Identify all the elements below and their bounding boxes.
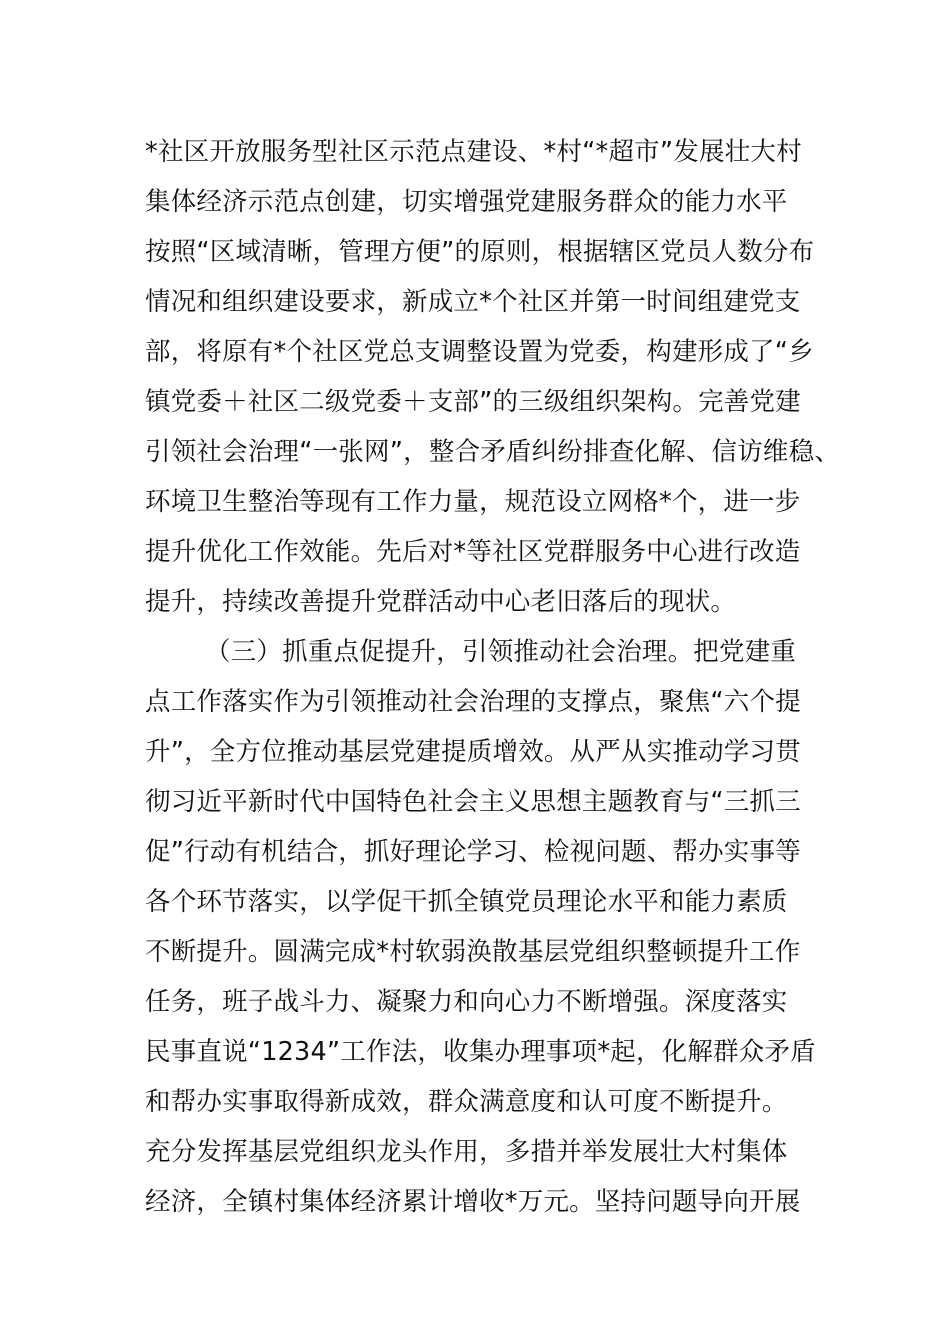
text-line: 升”，全方位推动基层党建提质增效。从严从实推动学习贯 [145, 737, 801, 767]
text-line: 经济，全镇村集体经济累计增收*万元。坚持问题导向开展 [145, 1187, 801, 1217]
text-line: 不断提升。圆满完成*村软弱涣散基层党组织整顿提升工作 [145, 937, 801, 967]
document-body [145, 127, 845, 1227]
text-line: 促”行动有机结合，抓好理论学习、检视问题、帮办实事等 [145, 837, 801, 867]
text-line: 集体经济示范点创建，切实增强党建服务群众的能力水平 [145, 187, 788, 217]
text-line: 充分发挥基层党组织龙头作用，多措并举发展壮大村集体 [145, 1137, 788, 1167]
text-line: 任务，班子战斗力、凝聚力和向心力不断增强。深度落实 [145, 987, 788, 1017]
text-line: 提升，持续改善提升党群活动中心老旧落后的现状。 [145, 587, 737, 617]
text-line: 提升优化工作效能。先后对*等社区党群服务中心进行改造 [145, 537, 801, 567]
text-line: 按照“区域清晰，管理方便”的原则，根据辖区党员人数分布 [145, 237, 815, 267]
text-line: *社区开放服务型社区示范点建设、*村“*超市”发展壮大村 [145, 137, 802, 167]
text-line: 引领社会治理“一张网”，整合矛盾纠纷排查化解、信访维稳、 [145, 437, 841, 467]
text-line: 和帮办实事取得新成效，群众满意度和认可度不断提升。 [145, 1087, 788, 1117]
section-heading-line: （三）抓重点促提升，引领推动社会治理。把党建重 [205, 637, 797, 667]
text-line: 部，将原有*个社区党总支调整设置为党委，构建形成了“乡 [145, 337, 814, 367]
text-line: 各个环节落实，以学促干抓全镇党员理论水平和能力素质 [145, 887, 788, 917]
text-line: 镇党委＋社区二级党委＋支部”的三级组织架构。完善党建 [145, 387, 801, 417]
text-line: 情况和组织建设要求，新成立*个社区并第一时间组建党支 [145, 287, 801, 317]
text-line: 环境卫生整治等现有工作力量，规范设立网格*个，进一步 [145, 487, 801, 517]
text-line: 点工作落实作为引领推动社会治理的支撑点，聚焦“六个提 [145, 687, 801, 717]
text-line: 彻习近平新时代中国特色社会主义思想主题教育与“三抓三 [145, 787, 801, 817]
text-line: 民事直说“1234”工作法，收集办理事项*起，化解群众矛盾 [145, 1037, 816, 1067]
